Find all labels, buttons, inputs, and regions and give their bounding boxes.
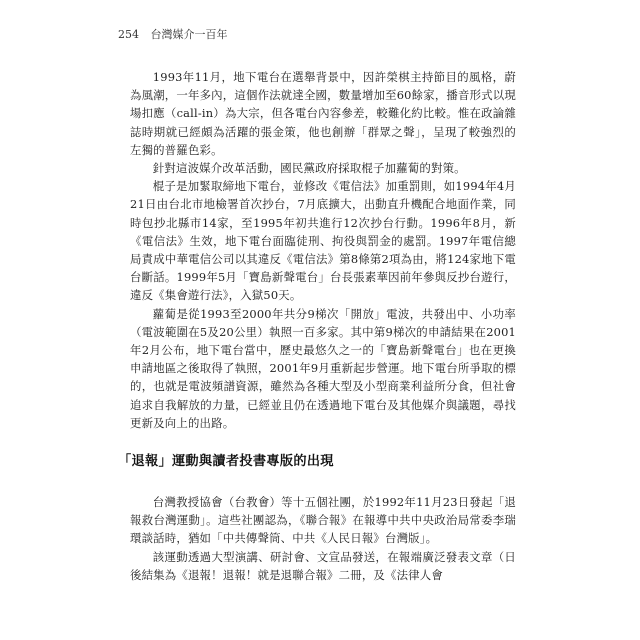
paragraph: 該運動透過大型演講、研討會、文宣品發送，在報端廣泛發表文章（日後結集為《退報！退報！就是退聯合報》二冊，及《法律人會: [130, 549, 516, 582]
book-title: 台灣媒介一百年: [150, 28, 228, 41]
body-text: [118, 68, 516, 584]
paragraph: 針對這波媒介改革活動，國民黨政府採取棍子加蘿蔔的對策。: [152, 161, 466, 176]
section-heading: 「退報」運動與讀者投書專版的出現: [118, 454, 334, 470]
page-number: 254: [118, 28, 139, 41]
running-header: [118, 28, 228, 42]
paragraph: 棍子是加緊取締地下電台，並修改《電信法》加重罰則，如1994年4月21日由台北市地檢署首次抄台，7月底擴大，出動直升機配合地面作業，同時包抄北縣市14家，至1995年初共進行12次抄台行動。1996年8月，新《電信法》生效，地下電台面臨徒刑、拘役與罰金的處罰。1997年電信總局責成中華電信公司以其違反《電信法》第8條第2項為由，將124家地下電台斷話。1999年5月「寶島新聲電台」台長張素華因前年參與反抄台遊行，違反《集會遊行法》，入獄50天。: [130, 179, 516, 303]
paragraph: 1993年11月，地下電台在選舉背景中，因許榮棋主持節目的風格，蔚為風潮，一年多內，這個作法就達全國，數量增加至60餘家，播音形式以現場扣應（call-in）為大宗，但各電台內容參差，較難化約比較。惟在政論雜誌時期就已經頗為活躍的張金策，他也創辦「群眾之聲」，呈現了較強烈的左獨的普羅色彩。: [130, 70, 516, 157]
paragraph: 台灣教授協會（台教會）等十五個社團，於1992年11月23日發起「退報救台灣運動」。這些社團認為，《聯合報》在報導中共中央政治局常委李瑞環談話時，猶如「中共傳聲筒、中共《人民日報》台灣版」。: [130, 495, 516, 546]
paragraph: 蘿蔔是從1993至2000年共分9梯次「開放」電波，共發出中、小功率（電波範圍在5及20公里）執照一百多家。其中第9梯次的申請結果在2001年2月公布，地下電台當中，歷史最悠久之一的「寶島新聲電台」也在更換申請地區之後取得了執照，2001年9月重新起步營運。地下電台所爭取的標的，也就是電波頻譜資源，雖然為各種大型及小型商業利益所分食，但社會追求自我解放的力量，已經並且仍在透過地下電台及其他媒介與議題，尋找更新及向上的出路。: [130, 306, 516, 430]
